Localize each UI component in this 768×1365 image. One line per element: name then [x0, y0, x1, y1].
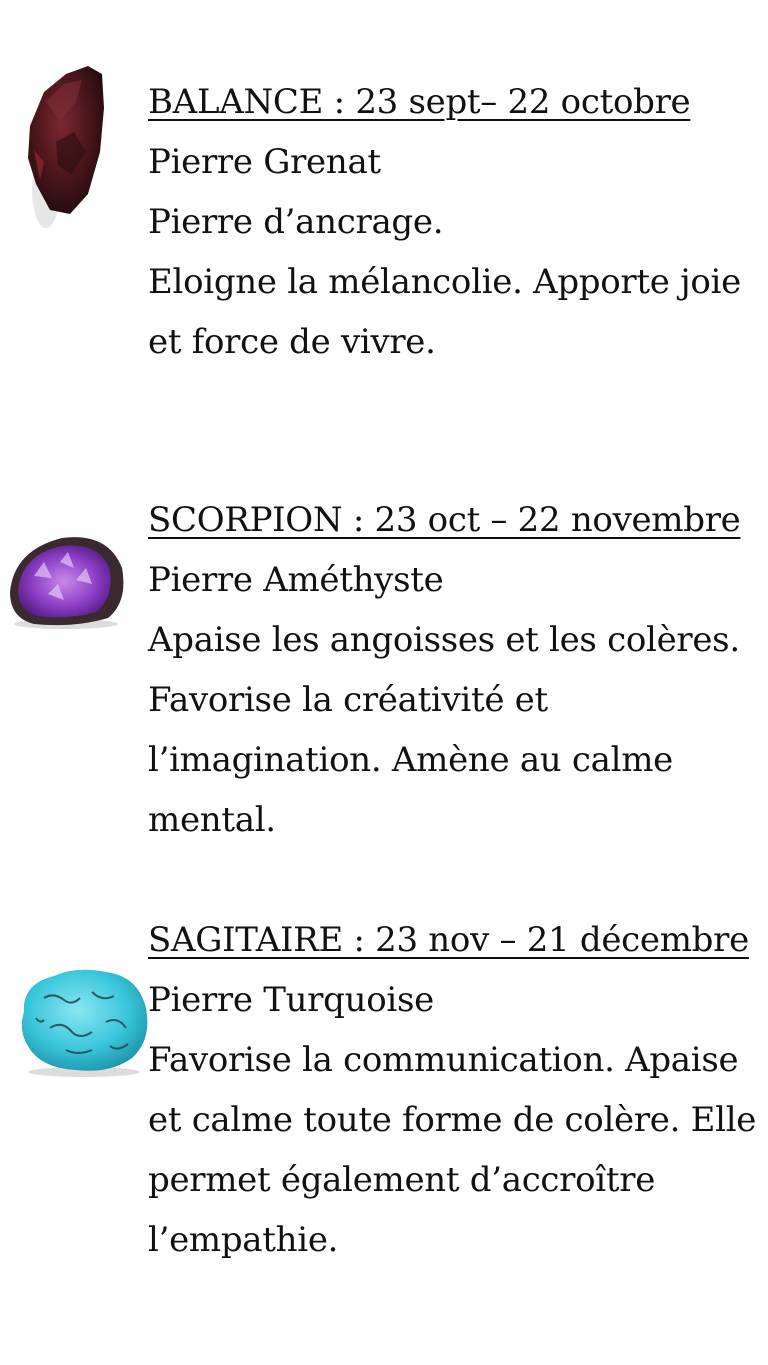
entry-description: Apaise les angoisses et les colères. Favorise la créativité et l’imagination. Amène au calme mental. [148, 620, 740, 840]
entry-description: Favorise la communication. Apaise et calme toute forme de colère. Elle permet également d’accroître l’empathie. [148, 1040, 757, 1260]
zodiac-entry-scorpion [148, 490, 760, 850]
entry-title: SCORPION : 23 oct – 22 novembre [148, 500, 741, 540]
entry-description-line: Pierre d’ancrage. [148, 202, 444, 242]
entry-stone-name: Pierre Améthyste [148, 560, 444, 600]
entry-stone-name: Pierre Turquoise [148, 980, 434, 1020]
garnet-stone-image [16, 62, 108, 232]
entry-stone-name: Pierre Grenat [148, 142, 381, 182]
amethyst-geode-image [4, 532, 128, 632]
entry-title: SAGITAIRE : 23 nov – 21 décembre [148, 920, 749, 960]
entry-description-line: Eloigne la mélancolie. Apporte joie et force de vivre. [148, 262, 741, 362]
zodiac-entry-sagitaire [148, 910, 760, 1270]
zodiac-entry-balance [148, 72, 760, 372]
turquoise-stone-image [14, 962, 154, 1080]
entry-title: BALANCE : 23 sept– 22 octobre [148, 82, 691, 122]
